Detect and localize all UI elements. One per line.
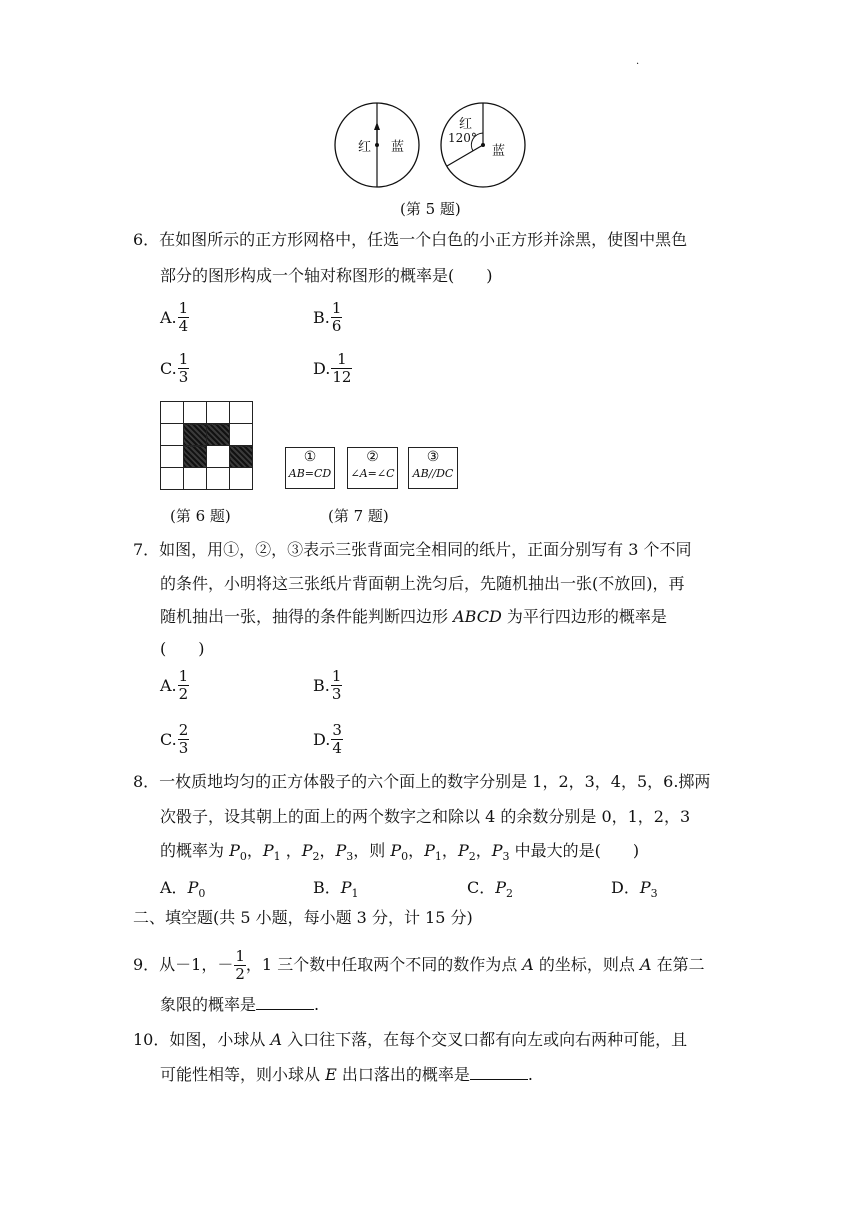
left-red-label: 红 [358, 140, 372, 155]
q8-option-b: B．$P_1$ [313, 878, 359, 901]
option-fraction: $\frac{3}{4}$ [332, 721, 342, 757]
left-pointer-arrowhead [374, 122, 380, 130]
q6-option-a [160, 300, 189, 335]
q8-option-d: D．$P_3$ [611, 878, 658, 901]
right-blue-label: 蓝 [492, 144, 506, 159]
answer-blank [470, 1065, 528, 1080]
option-label: A. [160, 676, 177, 695]
option-label: C. [160, 730, 177, 749]
q7-option-b [313, 668, 342, 703]
option-fraction: $\frac{1}{4}$ [178, 299, 189, 335]
card-2: ② ∠A=∠C [347, 447, 398, 489]
option-label: B. [313, 308, 330, 327]
q8-line-3: 的概率为 $P_0$，$P_1$ ，$P_2$，$P_3$，则 $P_0$，$P_1$，$P_2$，$P_3$ 中最大的是( ) [160, 841, 640, 864]
option-fraction: $\frac{1}{3}$ [331, 667, 342, 703]
q6-line-2: 部分的图形构成一个轴对称图形的概率是( ) [160, 266, 493, 285]
q6-option-b [313, 300, 342, 335]
answer-blank [256, 995, 314, 1010]
fig5-caption: (第 5 题) [400, 200, 461, 218]
q8-line-1: 8．一枚质地均匀的正方体骰子的六个面上的数字分别是 1，2，3，4，5，6.掷两 [133, 772, 711, 791]
option-fraction: $\frac{1}{12}$ [332, 350, 352, 386]
q7-line-1: 7．如图，用①，②，③表示三张背面完全相同的纸片，正面分别写有 3 个不同 [133, 540, 692, 559]
fig6-caption: (第 6 题) [170, 507, 231, 525]
option-label: A. [160, 308, 177, 327]
angle-label: 120° [448, 131, 477, 145]
option-fraction: $\frac{1}{2}$ [178, 667, 189, 703]
option-fraction: $\frac{2}{3}$ [178, 721, 189, 757]
q10-line-2: 可能性相等，则小球从 E 出口落出的概率是 . [160, 1065, 533, 1084]
q7-line-2: 的条件，小明将这三张纸片背面朝上洗匀后，先随机抽出一张(不放回)，再 [160, 574, 685, 593]
fig7-caption: (第 7 题) [328, 507, 389, 525]
q6-line-1: 6．在如图所示的正方形网格中，任选一个白色的小正方形并涂黑，使图中黑色 [133, 230, 688, 249]
q9-line-1: 9．从－1，－ $\frac{1}{2}$ ，1 三个数中任取两个不同的数作为点 A 的坐标，则点 A 在第二 [133, 947, 705, 983]
right-spinner-center [481, 143, 485, 147]
option-label: D. [313, 359, 331, 378]
q8-option-a: A．$P_0$ [160, 878, 206, 901]
left-spinner-center [375, 143, 379, 147]
option-label: B. [313, 676, 330, 695]
option-fraction: $\frac{1}{3}$ [178, 350, 189, 386]
q7-line-3: 随机抽出一张，抽得的条件能判断四边形 ABCD 为平行四边形的概率是 [160, 607, 667, 626]
q8-line-2: 次骰子，设其朝上的面上的两个数字之和除以 4 的余数分别是 0，1，2，3 [160, 807, 691, 826]
card-1: ① AB=CD [285, 447, 335, 489]
q7-option-c [160, 722, 189, 757]
page-dot: . [636, 56, 640, 67]
q9-fraction: $\frac{1}{2}$ [235, 947, 245, 983]
right-spinner-radius-down [447, 145, 483, 166]
right-red-label: 红 [459, 117, 473, 132]
q8-option-c: C．$P_2$ [467, 878, 514, 901]
option-label: C. [160, 359, 177, 378]
square-grid-figure [160, 401, 253, 490]
q7-line-4: ( ) [160, 639, 205, 658]
q7-option-a [160, 668, 189, 703]
q6-option-c [160, 351, 189, 386]
q7-option-d [313, 722, 343, 757]
q9-line-2: 象限的概率是 . [160, 995, 320, 1014]
var-abcd: ABCD [453, 607, 502, 626]
section-2-heading: 二、填空题(共 5 小题，每小题 3 分，计 15 分) [133, 908, 473, 927]
left-blue-label: 蓝 [391, 140, 405, 155]
option-fraction: $\frac{1}{6}$ [331, 299, 342, 335]
option-label: D. [313, 730, 331, 749]
q6-option-d [313, 351, 352, 386]
q10-line-1: 10．如图，小球从 A 入口往下落，在每个交叉口都有向左或向右两种可能，且 [133, 1030, 688, 1049]
card-3: ③ AB//DC [408, 447, 458, 489]
